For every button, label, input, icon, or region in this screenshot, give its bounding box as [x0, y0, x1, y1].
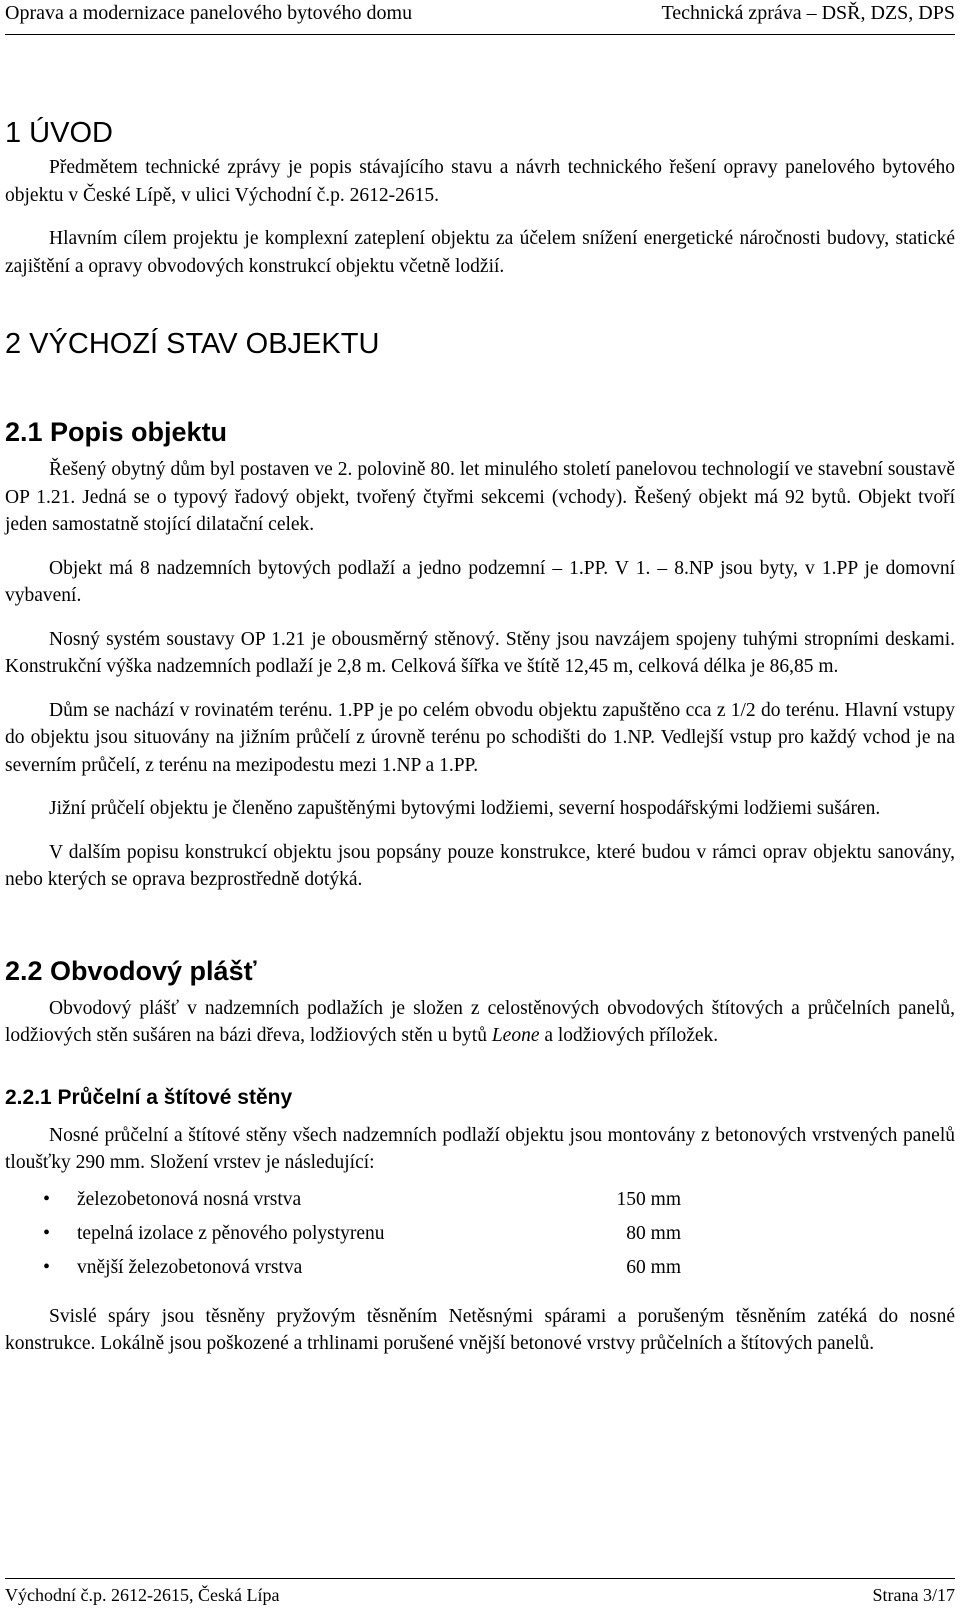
heading-vychozi-stav: 2 VÝCHOZÍ STAV OBJEKTU	[5, 328, 380, 360]
bullet-icon: •	[43, 1256, 51, 1278]
paragraph: Svislé spáry jsou těsněny pryžovým těsněním Netěsnými spárami a porušeným těsněním zatéká do nosné konstrukce. Lokálně jsou poškozené a trhlinami porušené vnější betonové vrstvy průčelních a štítových panelů.	[5, 1305, 955, 1354]
paragraph: Dům se nachází v rovinatém terénu. 1.PP je po celém obvodu objektu zapuštěno cca z 1/2 do terénu. Hlavní vstupy do objektu jsou situovány na jižním průčelí z úrovně terénu po schodišti do 1.NP. Vedlejší vstup pro každý vchod je na severním průčelí, z terénu na mezipodestu mezi 1.NP a 1.PP.	[5, 699, 955, 776]
paragraph	[5, 995, 955, 1050]
heading-uvod: 1 ÚVOD	[5, 117, 113, 149]
page-footer	[5, 1578, 955, 1606]
text-run: Obvodový plášť v nadzemních podlažích je složen z celostěnových obvodových štítových a průčelních panelů, lodžiových stěn sušáren na bázi dřeva, lodžiových stěn u bytů	[5, 997, 955, 1046]
footer-address: Východní č.p. 2612-2615, Česká Lípa	[5, 1585, 280, 1605]
paragraph: Řešený obytný dům byl postaven ve 2. polovině 80. let minulého století panelovou technologií ve stavební soustavě OP 1.21. Jedná se o typový řadový objekt, tvořený čtyřmi sekcemi (vchody). Řešený objekt má 92 bytů. Objekt tvoří jeden samostatně stojící dilatační celek.	[5, 459, 955, 535]
layer-thickness: 80 mm	[626, 1222, 681, 1244]
paragraph: V dalším popisu konstrukcí objektu jsou popsány pouze konstrukce, které budou v rámci oprav objektu sanovány, nebo kterých se oprava bezprostředně dotýká.	[5, 841, 955, 890]
list-item	[5, 1183, 955, 1217]
heading-prucelni-stitove-steny: 2.2.1 Průčelní a štítové stěny	[5, 1085, 293, 1109]
page-header	[5, 2, 955, 35]
layer-thickness: 60 mm	[626, 1256, 681, 1278]
bullet-icon: •	[43, 1188, 51, 1210]
text-run: a lodžiových příložek.	[539, 1025, 719, 1046]
layer-list	[5, 1183, 955, 1285]
page-number: Strana 3/17	[872, 1585, 955, 1605]
layer-name: vnější železobetonová vrstva	[77, 1256, 303, 1278]
paragraph: Jižní průčelí objektu je členěno zapuštěnými bytovými lodžiemi, severní hospodářskými lodžiemi sušáren.	[49, 798, 881, 819]
header-report-type: Technická zpráva – DSŘ, DZS, DPS	[661, 2, 955, 24]
paragraph: Hlavním cílem projektu je komplexní zateplení objektu za účelem snížení energetické náročnosti budovy, statické zajištění a opravy obvodových konstrukcí objektu včetně lodžií.	[5, 228, 955, 277]
heading-popis-objektu: 2.1 Popis objektu	[5, 417, 228, 447]
layer-name: tepelná izolace z pěnového polystyrenu	[77, 1222, 385, 1244]
list-item	[5, 1217, 955, 1251]
header-document-title: Oprava a modernizace panelového bytového domu	[5, 2, 413, 24]
paragraph: Předmětem technické zprávy je popis stávajícího stavu a návrh technického řešení opravy panelového bytového objektu v České Lípě, v ulici Východní č.p. 2612-2615.	[5, 157, 955, 206]
list-item	[5, 1251, 955, 1285]
layer-thickness: 150 mm	[616, 1188, 681, 1210]
layer-name: železobetonová nosná vrstva	[77, 1188, 302, 1210]
heading-obvodovy-plast: 2.2 Obvodový plášť	[5, 955, 257, 986]
document-body	[5, 100, 955, 1374]
paragraph: Objekt má 8 nadzemních bytových podlaží a jedno podzemní – 1.PP. V 1. – 8.NP jsou byty, v 1.PP je domovní vybavení.	[5, 557, 955, 606]
paragraph: Nosné průčelní a štítové stěny všech nadzemních podlaží objektu jsou montovány z betonových vrstvených panelů tloušťky 290 mm. Složení vrstev je následující:	[5, 1124, 955, 1173]
paragraph: Nosný systém soustavy OP 1.21 je obousměrný stěnový. Stěny jsou navzájem spojeny tuhými stropními deskami. Konstrukční výška nadzemních podlaží je 2,8 m. Celková šířka ve štítě 12,45 m, celková délka je 86,85 m.	[5, 628, 955, 677]
bullet-icon: •	[43, 1222, 51, 1244]
italic-term: Leone	[491, 1025, 540, 1046]
